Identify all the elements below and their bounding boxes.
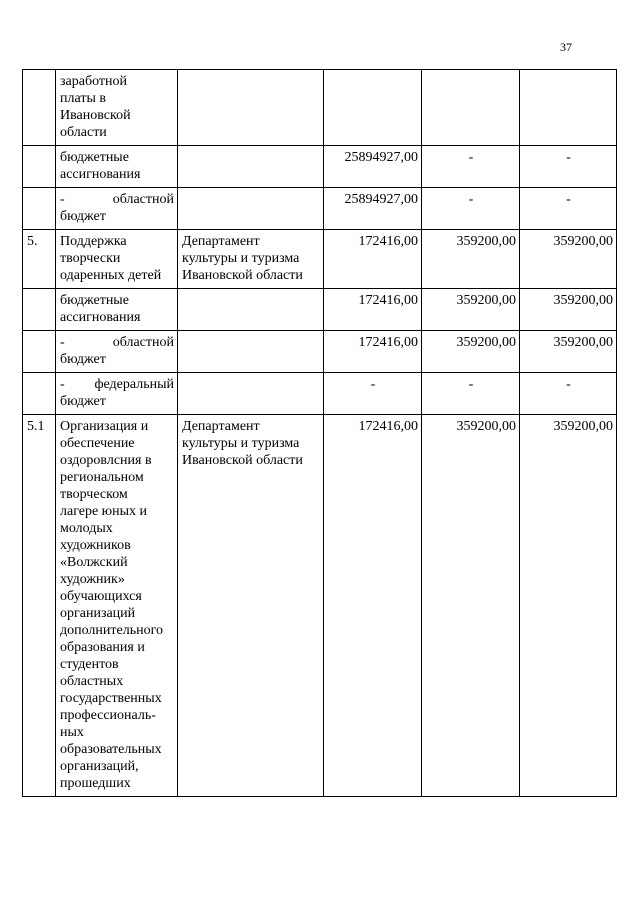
item-name-line: бюджет	[60, 209, 106, 224]
executor-line: Департамент	[182, 419, 260, 434]
amount-cell-y2	[422, 373, 520, 415]
executor-cell	[178, 230, 324, 289]
item-name-line: «Волжский	[60, 555, 128, 570]
amount-cell-y2	[422, 188, 520, 230]
item-name-word: -	[60, 377, 65, 392]
executor-line: Ивановской области	[182, 268, 303, 283]
amount-value: 359200,00	[553, 335, 613, 350]
amount-value: 172416,00	[358, 335, 418, 350]
item-name-line: государственных	[60, 691, 162, 706]
item-name-line: Ивановской	[60, 108, 131, 123]
row-number: 5.	[27, 234, 38, 249]
row-number-cell	[23, 146, 56, 188]
item-name-line: бюджет	[60, 394, 106, 409]
amount-cell-y1	[324, 146, 422, 188]
item-name-line: одаренных детей	[60, 268, 162, 283]
item-name-word: -	[60, 335, 65, 350]
amount-cell-y3	[520, 188, 617, 230]
item-name-line: ассигнования	[60, 310, 141, 325]
item-name-line: платы в	[60, 91, 106, 106]
item-name-line: бюджет	[60, 352, 106, 367]
item-name-word: федеральный	[94, 377, 174, 392]
amount-value: 359200,00	[456, 234, 516, 249]
amount-value: -	[566, 377, 571, 392]
item-name-line: профессиональ-	[60, 708, 156, 723]
amount-cell-y3	[520, 415, 617, 797]
item-name-line: областных	[60, 674, 124, 689]
table-row	[23, 230, 617, 289]
amount-value: 359200,00	[553, 234, 613, 249]
row-number-cell	[23, 331, 56, 373]
item-name-cell	[56, 230, 178, 289]
executor-cell	[178, 146, 324, 188]
item-name-line: оздоровлсния в	[60, 453, 152, 468]
item-name-word: областной	[112, 335, 174, 350]
amount-value: -	[566, 192, 571, 207]
amount-value: 172416,00	[358, 293, 418, 308]
item-name-cell	[56, 188, 178, 230]
amount-cell-y2	[422, 415, 520, 797]
budget-table	[22, 69, 617, 797]
item-name-line: прошедших	[60, 776, 131, 791]
executor-cell	[178, 373, 324, 415]
item-name-line: творчески	[60, 251, 121, 266]
item-name-line: студентов	[60, 657, 119, 672]
executor-cell	[178, 70, 324, 146]
row-number-cell	[23, 415, 56, 797]
table-row	[23, 70, 617, 146]
amount-cell-y3	[520, 289, 617, 331]
item-name-line: региональном	[60, 470, 144, 485]
table-row	[23, 289, 617, 331]
row-number-cell	[23, 373, 56, 415]
amount-cell-y1	[324, 70, 422, 146]
executor-line: культуры и туризма	[182, 251, 300, 266]
amount-value: -	[468, 150, 474, 165]
amount-cell-y2	[422, 331, 520, 373]
amount-cell-y1	[324, 373, 422, 415]
table-row	[23, 415, 617, 797]
item-name-line: образования и	[60, 640, 145, 655]
amount-cell-y1	[324, 230, 422, 289]
item-name-line: образовательных	[60, 742, 162, 757]
item-name-line: Организация и	[60, 419, 149, 434]
amount-cell-y3	[520, 373, 617, 415]
executor-cell	[178, 415, 324, 797]
item-name-justified-line	[60, 376, 174, 393]
amount-value: -	[468, 377, 474, 392]
item-name-word: областной	[112, 192, 174, 207]
amount-cell-y2	[422, 146, 520, 188]
item-name-line: художник»	[60, 572, 125, 587]
executor-cell	[178, 289, 324, 331]
item-name-cell	[56, 373, 178, 415]
amount-cell-y1	[324, 331, 422, 373]
amount-value: -	[370, 377, 376, 392]
amount-cell-y3	[520, 146, 617, 188]
page-number: 37	[560, 40, 572, 54]
amount-cell-y1	[324, 188, 422, 230]
amount-value: -	[468, 192, 474, 207]
amount-cell-y3	[520, 230, 617, 289]
item-name-line: художников	[60, 538, 131, 553]
item-name-line: дополнительного	[60, 623, 163, 638]
row-number: 5.1	[27, 419, 45, 434]
row-number-cell	[23, 289, 56, 331]
item-name-line: творческом	[60, 487, 128, 502]
amount-cell-y1	[324, 415, 422, 797]
table-row	[23, 331, 617, 373]
item-name-line: обучающихся	[60, 589, 142, 604]
executor-line: культуры и туризма	[182, 436, 300, 451]
item-name-line: ных	[60, 725, 84, 740]
amount-cell-y2	[422, 230, 520, 289]
table-row	[23, 373, 617, 415]
item-name-line: заработной	[60, 74, 127, 89]
item-name-cell	[56, 289, 178, 331]
amount-value: 359200,00	[456, 419, 516, 434]
item-name-justified-line	[60, 191, 174, 208]
item-name-line: ассигнования	[60, 167, 141, 182]
item-name-line: области	[60, 125, 107, 140]
executor-cell	[178, 331, 324, 373]
item-name-justified-line	[60, 334, 174, 351]
amount-cell-y3	[520, 70, 617, 146]
executor-line: Департамент	[182, 234, 260, 249]
amount-value: 25894927,00	[344, 150, 418, 165]
item-name-line: лагере юных и	[60, 504, 148, 519]
item-name-line: бюджетные	[60, 293, 129, 308]
item-name-cell	[56, 70, 178, 146]
amount-value: 359200,00	[456, 293, 516, 308]
amount-cell-y1	[324, 289, 422, 331]
executor-line: Ивановской области	[182, 453, 303, 468]
row-number-cell	[23, 188, 56, 230]
table-row	[23, 146, 617, 188]
amount-value: 25894927,00	[344, 192, 418, 207]
amount-cell-y3	[520, 331, 617, 373]
amount-cell-y2	[422, 70, 520, 146]
amount-value: 359200,00	[553, 419, 613, 434]
item-name-line: обеспечение	[60, 436, 135, 451]
item-name-line: бюджетные	[60, 150, 129, 165]
item-name-line: организаций	[60, 606, 136, 621]
item-name-line: Поддержка	[60, 234, 127, 249]
amount-value: 172416,00	[358, 234, 418, 249]
item-name-word: -	[60, 192, 65, 207]
item-name-cell	[56, 331, 178, 373]
amount-value: 172416,00	[358, 419, 418, 434]
amount-value: -	[566, 150, 571, 165]
item-name-line: организаций,	[60, 759, 139, 774]
row-number-cell	[23, 230, 56, 289]
budget-table-body	[23, 70, 617, 797]
table-row	[23, 188, 617, 230]
item-name-cell	[56, 146, 178, 188]
row-number-cell	[23, 70, 56, 146]
item-name-cell	[56, 415, 178, 797]
amount-cell-y2	[422, 289, 520, 331]
executor-cell	[178, 188, 324, 230]
item-name-line: молодых	[60, 521, 113, 536]
amount-value: 359200,00	[456, 335, 516, 350]
amount-value: 359200,00	[553, 293, 613, 308]
